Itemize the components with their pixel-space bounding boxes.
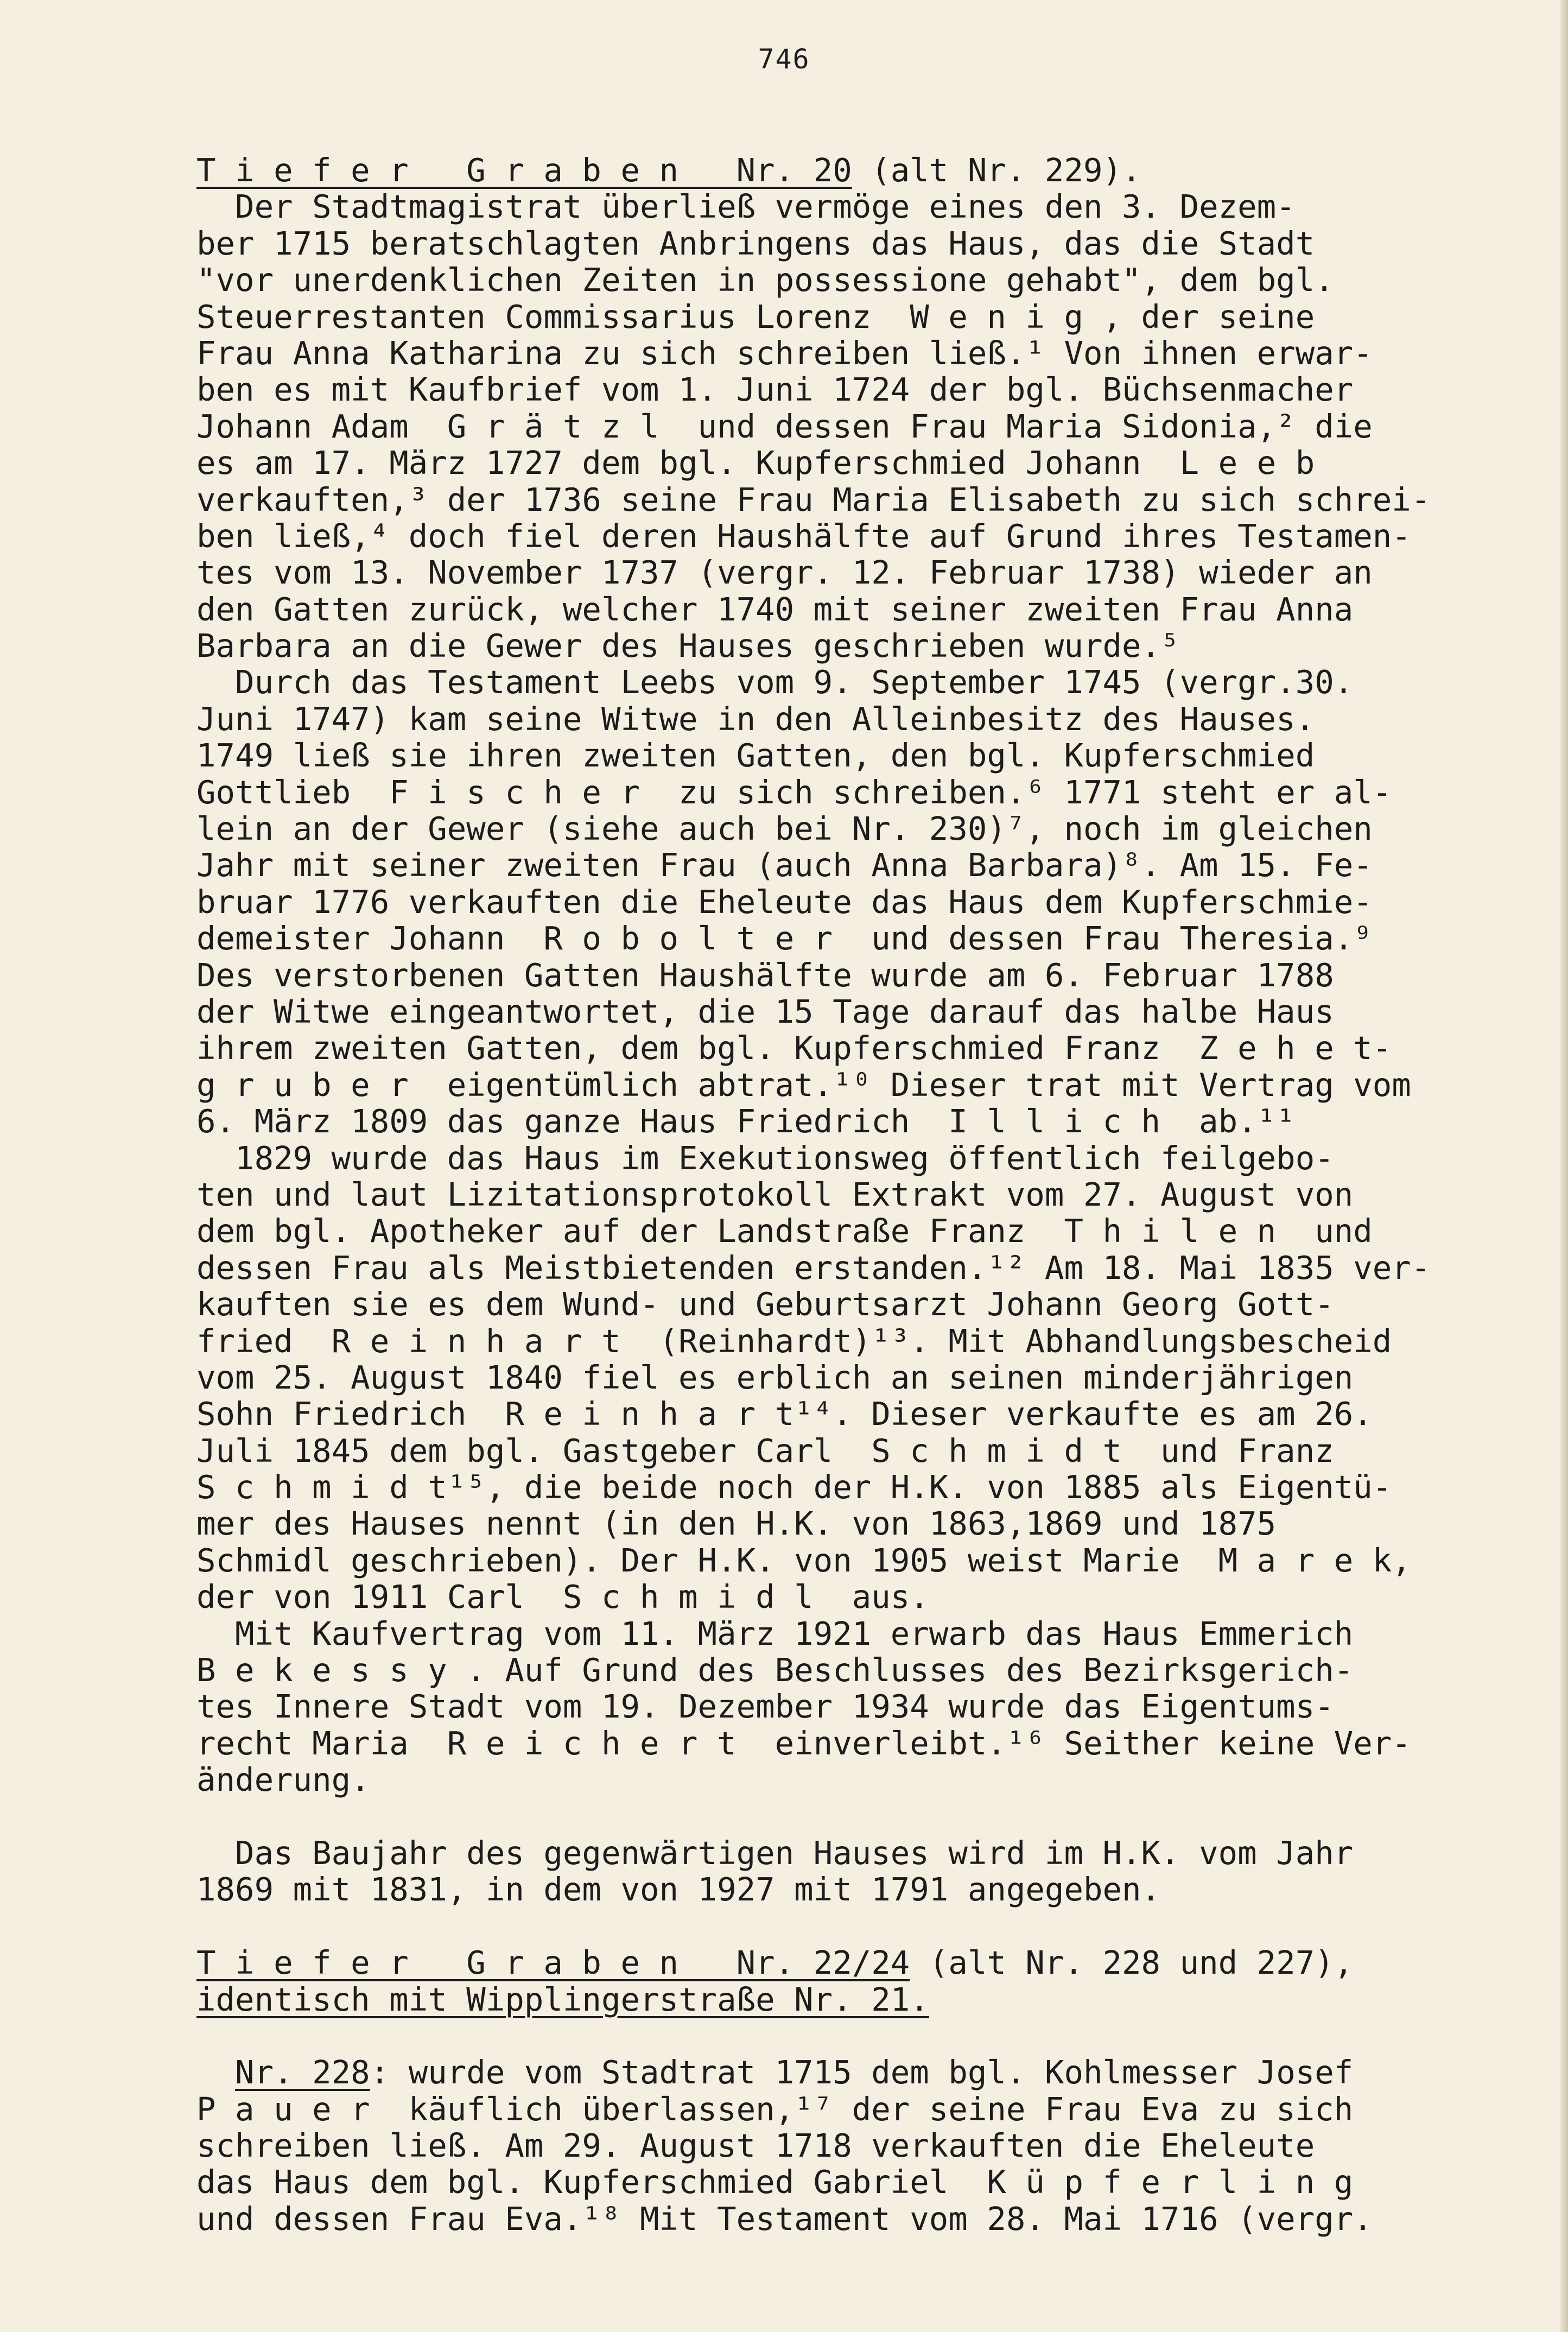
paragraph-gap: [196, 2018, 1542, 2054]
text-line: Juni 1747) kam seine Witwe in den Alleinbesitz des Hauses.: [196, 700, 1315, 738]
section-text-nr-20: [196, 188, 1542, 1798]
text-line: fried R e i n h a r t (Reinhardt)¹³. Mit Abhandlungsbescheid: [196, 1322, 1392, 1360]
text-line: änderung.: [196, 1761, 370, 1799]
text-line: B e k e s s y . Auf Grund des Beschlusses des Bezirksgerich-: [196, 1651, 1354, 1689]
text-line: ber 1715 beratschlagten Anbringens das Haus, das die Stadt: [196, 224, 1315, 262]
text-line: mer des Hauses nennt (in den H.K. von 1863,1869 und 1875: [196, 1505, 1277, 1543]
text-line: ihrem zweiten Gatten, dem bgl. Kupferschmied Franz Z e h e t-: [196, 1029, 1392, 1067]
text-line: lein an der Gewer (siehe auch bei Nr. 230)⁷, noch im gleichen: [196, 810, 1373, 848]
text-line: Sohn Friedrich R e i n h a r t¹⁴. Dieser verkaufte es am 26.: [196, 1395, 1373, 1433]
text-line: Juli 1845 dem bgl. Gastgeber Carl S c h m i d t und Franz: [196, 1431, 1334, 1469]
text-line: tes vom 13. November 1737 (vergr. 12. Februar 1738) wieder an: [196, 554, 1373, 592]
text-line: P a u e r käuflich überlassen,¹⁷ der seine Frau Eva zu sich: [196, 2090, 1354, 2128]
text-line: ben es mit Kaufbrief vom 1. Juni 1724 der bgl. Büchsenmacher: [196, 371, 1354, 409]
text-line: 1869 mit 1831, in dem von 1927 mit 1791 angegeben.: [196, 1871, 1161, 1909]
text-line: "vor unerdenklichen Zeiten in possessione gehabt", dem bgl.: [196, 261, 1334, 299]
text-line: g r u b e r eigentümlich abtrat.¹⁰ Dieser trat mit Vertrag vom: [196, 1066, 1411, 1104]
section-heading-nr-20: [196, 152, 1542, 188]
text-line: 1749 ließ sie ihren zweiten Gatten, den bgl. Kupferschmied: [196, 737, 1315, 775]
text-line: Mit Kaufvertrag vom 11. März 1921 erwarb das Haus Emmerich: [196, 1614, 1354, 1652]
text-line: tes Innere Stadt vom 19. Dezember 1934 wurde das Eigentums-: [196, 1688, 1334, 1726]
text-line: Frau Anna Katharina zu sich schreiben ließ.¹ Von ihnen erwar-: [196, 334, 1373, 372]
text-line: es am 17. März 1727 dem bgl. Kupferschmied Johann L e e b: [196, 444, 1315, 482]
section-text-nr-228: [196, 2054, 1542, 2237]
page-edge: [1560, 0, 1568, 2332]
paragraph-gap: [196, 1798, 1542, 1835]
heading-identity: identisch mit Wipplingerstraße Nr. 21.: [196, 1980, 929, 2018]
text-line: ten und laut Lizitationsprotokoll Extrakt vom 27. August von: [196, 1175, 1354, 1213]
paragraph-gap: [196, 1908, 1542, 1944]
page-number: 746: [758, 43, 810, 75]
text-line: demeister Johann R o b o l t e r und dessen Frau Theresia.⁹: [196, 920, 1373, 958]
text-line: recht Maria R e i c h e r t einverleibt.¹⁶ Seither keine Ver-: [196, 1724, 1411, 1762]
heading-rest: (alt Nr. 228 und 227),: [910, 1944, 1354, 1982]
text-line: kauften sie es dem Wund- und Geburtsarzt Johann Georg Gott-: [196, 1285, 1334, 1323]
text-line: ben ließ,⁴ doch fiel deren Haushälfte auf Grund ihres Testamen-: [196, 517, 1411, 555]
text-line: Barbara an die Gewer des Hauses geschrieben wurde.⁵: [196, 627, 1180, 665]
heading-street: T i e f e r G r a b e n Nr. 22/24: [196, 1944, 910, 1982]
text-line: Das Baujahr des gegenwärtigen Hauses wird im H.K. vom Jahr: [196, 1834, 1354, 1872]
text-line: das Haus dem bgl. Kupferschmied Gabriel K ü p f e r l i n g: [196, 2163, 1354, 2201]
text-line: vom 25. August 1840 fiel es erblich an seinen minderjährigen: [196, 1358, 1354, 1396]
text-line: Gottlieb F i s c h e r zu sich schreiben.⁶ 1771 steht er al-: [196, 773, 1392, 811]
text-line: den Gatten zurück, welcher 1740 mit seiner zweiten Frau Anna: [196, 590, 1354, 628]
text-line: 6. März 1809 das ganze Haus Friedrich I l l i c h ab.¹¹: [196, 1102, 1296, 1140]
text-line: schreiben ließ. Am 29. August 1718 verkauften die Eheleute: [196, 2127, 1315, 2165]
text-line: der von 1911 Carl S c h m i d l aus.: [196, 1578, 929, 1616]
text-line: dessen Frau als Meistbietenden erstanden.¹² Am 18. Mai 1835 ver-: [196, 1249, 1431, 1287]
text-line: Schmidl geschrieben). Der H.K. von 1905 weist Marie M a r e k,: [196, 1541, 1411, 1579]
text-line: Der Stadtmagistrat überließ vermöge eines den 3. Dezem-: [196, 188, 1296, 226]
text-line: Jahr mit seiner zweiten Frau (auch Anna Barbara)⁸. Am 15. Fe-: [196, 846, 1373, 884]
text-line: und dessen Frau Eva.¹⁸ Mit Testament vom 28. Mai 1716 (vergr.: [196, 2200, 1373, 2238]
construction-year-paragraph: [196, 1835, 1542, 1908]
text-line: bruar 1776 verkauften die Eheleute das Haus dem Kupferschmie-: [196, 883, 1373, 921]
text-line: der Witwe eingeantwortet, die 15 Tage darauf das halbe Haus: [196, 992, 1334, 1030]
section-heading-nr-22-24: [196, 1944, 1542, 2018]
subsection-label: Nr. 228: [235, 2054, 370, 2092]
text-line: 1829 wurde das Haus im Exekutionsweg öffentlich feilgebo-: [196, 1139, 1334, 1177]
heading-street: T i e f e r G r a b e n Nr. 20: [196, 151, 852, 189]
page-body: [196, 152, 1542, 2237]
text-run: : wurde vom Stadtrat 1715 dem bgl. Kohlmesser Josef: [370, 2054, 1354, 2092]
text-line: dem bgl. Apotheker auf der Landstraße Franz T h i l e n und: [196, 1212, 1373, 1250]
text-line: Johann Adam G r ä t z l und dessen Frau Maria Sidonia,² die: [196, 407, 1373, 445]
text-line: S c h m i d t¹⁵, die beide noch der H.K. von 1885 als Eigentü-: [196, 1468, 1392, 1506]
text-line: Durch das Testament Leebs vom 9. September 1745 (vergr.30.: [196, 663, 1354, 701]
heading-rest: (alt Nr. 229).: [852, 151, 1141, 189]
text-line: verkauften,³ der 1736 seine Frau Maria Elisabeth zu sich schrei-: [196, 480, 1431, 518]
text-line: Steuerrestanten Commissarius Lorenz W e n i g , der seine: [196, 297, 1315, 335]
text-line: Des verstorbenen Gatten Haushälfte wurde am 6. Februar 1788: [196, 956, 1334, 994]
